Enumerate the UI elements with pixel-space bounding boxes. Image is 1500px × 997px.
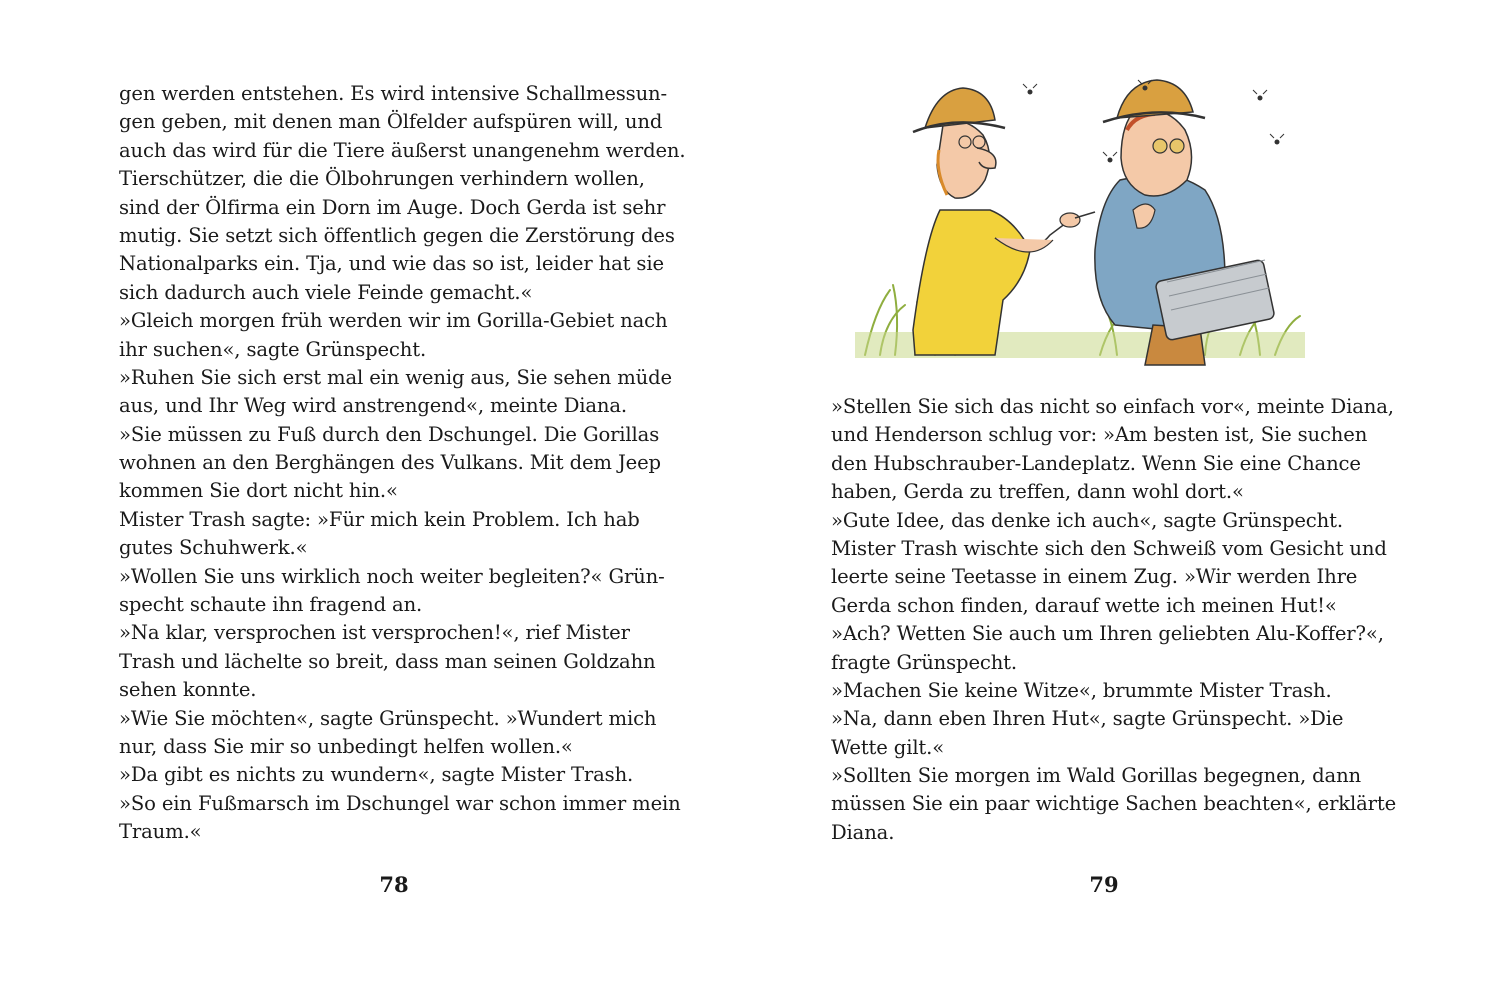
text-line: wohnen an den Berghängen des Vulkans. Mit dem Jeep	[119, 451, 661, 475]
explorers-illustration	[855, 70, 1305, 370]
text-line: leerte seine Teetasse in einem Zug. »Wir werden Ihre	[831, 565, 1358, 589]
text-line: Mister Trash wischte sich den Schweiß vom Gesicht und	[831, 536, 1387, 560]
left-page-text	[119, 80, 686, 847]
text-line: mutig. Sie setzt sich öffentlich gegen die Zerstörung des	[119, 223, 675, 247]
text-line: Diana.	[831, 820, 895, 844]
text-line: »Gleich morgen früh werden wir im Gorilla-Gebiet nach	[119, 309, 668, 333]
text-line: »Ach? Wetten Sie auch um Ihren geliebten Alu-Koffer?«,	[831, 622, 1384, 646]
text-line: und Henderson schlug vor: »Am besten ist, Sie suchen	[831, 423, 1368, 447]
text-line: gutes Schuhwerk.«	[119, 536, 308, 560]
text-line: »So ein Fußmarsch im Dschungel war schon immer mein	[119, 791, 681, 815]
right-page-text	[831, 393, 1397, 847]
text-line: »Wollen Sie uns wirklich noch weiter begleiten?« Grün-	[119, 564, 665, 588]
text-line: fragte Grünspecht.	[831, 650, 1017, 674]
text-line: »Wie Sie möchten«, sagte Grünspecht. »Wundert mich	[119, 706, 657, 730]
text-line: specht schaute ihn fragend an.	[119, 593, 423, 617]
text-line: »Na, dann eben Ihren Hut«, sagte Grünspecht. »Die	[831, 707, 1344, 731]
text-line: gen geben, mit denen man Ölfelder aufspüren will, und	[119, 110, 663, 134]
text-line: Nationalparks ein. Tja, und wie das so ist, leider hat sie	[119, 252, 664, 276]
text-line: »Sie müssen zu Fuß durch den Dschungel. Die Gorillas	[119, 422, 660, 446]
text-line: sich dadurch auch viele Feinde gemacht.«	[119, 280, 533, 304]
page-number: 78	[379, 872, 409, 897]
explorer-blue-shirt	[1095, 80, 1275, 365]
text-line: »Ruhen Sie sich erst mal ein wenig aus, Sie sehen müde	[119, 365, 672, 389]
text-line: Gerda schon finden, darauf wette ich meinen Hut!«	[831, 593, 1337, 617]
text-line: nur, dass Sie mir so unbedingt helfen wollen.«	[119, 734, 573, 758]
text-line: müssen Sie ein paar wichtige Sachen beachten«, erklärte	[831, 792, 1397, 816]
text-line: »Gute Idee, das denke ich auch«, sagte Grünspecht.	[831, 508, 1343, 532]
text-line: sehen konnte.	[119, 678, 257, 702]
text-line: gen werden entstehen. Es wird intensive Schallmessun-	[119, 82, 667, 105]
text-line: Trash und lächelte so breit, dass man seinen Goldzahn	[119, 649, 656, 673]
text-line: den Hubschrauber-Landeplatz. Wenn Sie eine Chance	[831, 451, 1361, 475]
right-page	[750, 0, 1500, 997]
text-line: »Na klar, versprochen ist versprochen!«, rief Mister	[119, 621, 630, 645]
page-number: 79	[1089, 872, 1119, 897]
text-line: »Da gibt es nichts zu wundern«, sagte Mister Trash.	[119, 763, 634, 787]
text-line: auch das wird für die Tiere äußerst unangenehm werden.	[119, 138, 686, 162]
text-line: sind der Ölfirma ein Dorn im Auge. Doch Gerda ist sehr	[119, 195, 666, 219]
text-line: Mister Trash sagte: »Für mich kein Problem. Ich hab	[119, 507, 640, 531]
text-line: Wette gilt.«	[831, 735, 945, 759]
text-line: Tierschützer, die die Ölbohrungen verhindern wollen,	[119, 167, 645, 191]
text-line: haben, Gerda zu treffen, dann wohl dort.«	[831, 480, 1244, 504]
text-line: kommen Sie dort nicht hin.«	[119, 479, 398, 503]
text-line: aus, und Ihr Weg wird anstrengend«, meinte Diana.	[119, 394, 628, 418]
text-line: »Stellen Sie sich das nicht so einfach vor«, meinte Diana,	[831, 395, 1394, 418]
text-line: Traum.«	[119, 820, 202, 844]
text-line: ihr suchen«, sagte Grünspecht.	[119, 337, 427, 361]
text-line: »Machen Sie keine Witze«, brummte Mister Trash.	[831, 678, 1332, 702]
text-line: »Sollten Sie morgen im Wald Gorillas begegnen, dann	[831, 764, 1362, 788]
explorer-yellow-shirt	[913, 88, 1095, 355]
